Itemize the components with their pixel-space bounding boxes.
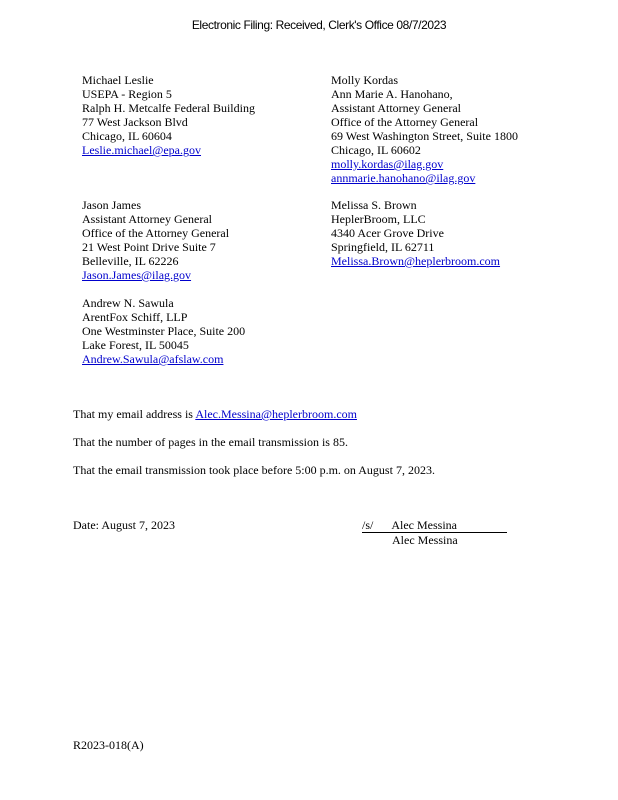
- address-line: Assistant Attorney General: [331, 101, 461, 115]
- email-link[interactable]: molly.kordas@ilag.gov: [331, 157, 444, 171]
- email-link[interactable]: Melissa.Brown@heplerbroom.com: [331, 254, 501, 268]
- email-link[interactable]: Alec.Messina@heplerbroom.com: [195, 407, 357, 421]
- address-line: ArentFox Schiff, LLP: [82, 310, 188, 324]
- email-link[interactable]: Andrew.Sawula@afslaw.com: [82, 352, 224, 366]
- address-line: 69 West Washington Street, Suite 1800: [331, 129, 518, 143]
- date-line: Date: August 7, 2023: [73, 518, 175, 532]
- address-line: Lake Forest, IL 50045: [82, 338, 189, 352]
- address-line: Assistant Attorney General: [82, 212, 212, 226]
- docket-number: R2023-018(A): [73, 738, 144, 752]
- address-line: Jason James: [82, 198, 141, 212]
- address-line: USEPA - Region 5: [82, 87, 172, 101]
- email-link[interactable]: Leslie.michael@epa.gov: [82, 143, 202, 157]
- address-line: Melissa S. Brown: [331, 198, 417, 212]
- address-line: Springfield, IL 62711: [331, 240, 435, 254]
- address-line: 77 West Jackson Blvd: [82, 115, 188, 129]
- service-block-kordas: [331, 73, 518, 185]
- address-line: HeplerBroom, LLC: [331, 212, 426, 226]
- email-statement-text: That my email address is: [73, 407, 196, 421]
- service-block-brown: [331, 198, 500, 268]
- address-line: 4340 Acer Grove Drive: [331, 226, 444, 240]
- address-line: Ralph H. Metcalfe Federal Building: [82, 101, 255, 115]
- address-line: Molly Kordas: [331, 73, 398, 87]
- printed-name: Alec Messina: [392, 533, 458, 547]
- service-block-james: [82, 198, 229, 282]
- address-line: Andrew N. Sawula: [82, 296, 174, 310]
- address-line: Chicago, IL 60604: [82, 129, 172, 143]
- address-line: Chicago, IL 60602: [331, 143, 421, 157]
- address-line: Office of the Attorney General: [331, 115, 479, 129]
- service-block-sawula: [82, 296, 245, 366]
- email-link[interactable]: Jason.James@ilag.gov: [82, 268, 192, 282]
- signature-prefix: /s/: [362, 518, 374, 532]
- signature-line: [362, 518, 507, 533]
- address-line: Michael Leslie: [82, 73, 154, 87]
- time-statement: That the email transmission took place before 5:00 p.m. on August 7, 2023.: [73, 463, 435, 477]
- email-statement: [73, 407, 357, 421]
- address-line: One Westminster Place, Suite 200: [82, 324, 246, 338]
- address-line: 21 West Point Drive Suite 7: [82, 240, 216, 254]
- pages-statement: That the number of pages in the email transmission is 85.: [73, 435, 348, 449]
- address-line: Office of the Attorney General: [82, 226, 230, 240]
- service-block-leslie: [82, 73, 255, 157]
- address-line: Ann Marie A. Hanohano,: [331, 87, 453, 101]
- address-line: Belleville, IL 62226: [82, 254, 179, 268]
- signature-block: [362, 518, 507, 547]
- filing-header: Electronic Filing: Received, Clerk's Office 08/7/2023: [191, 18, 447, 32]
- signature-name: Alec Messina: [391, 518, 457, 532]
- email-link[interactable]: annmarie.hanohano@ilag.gov: [331, 171, 476, 185]
